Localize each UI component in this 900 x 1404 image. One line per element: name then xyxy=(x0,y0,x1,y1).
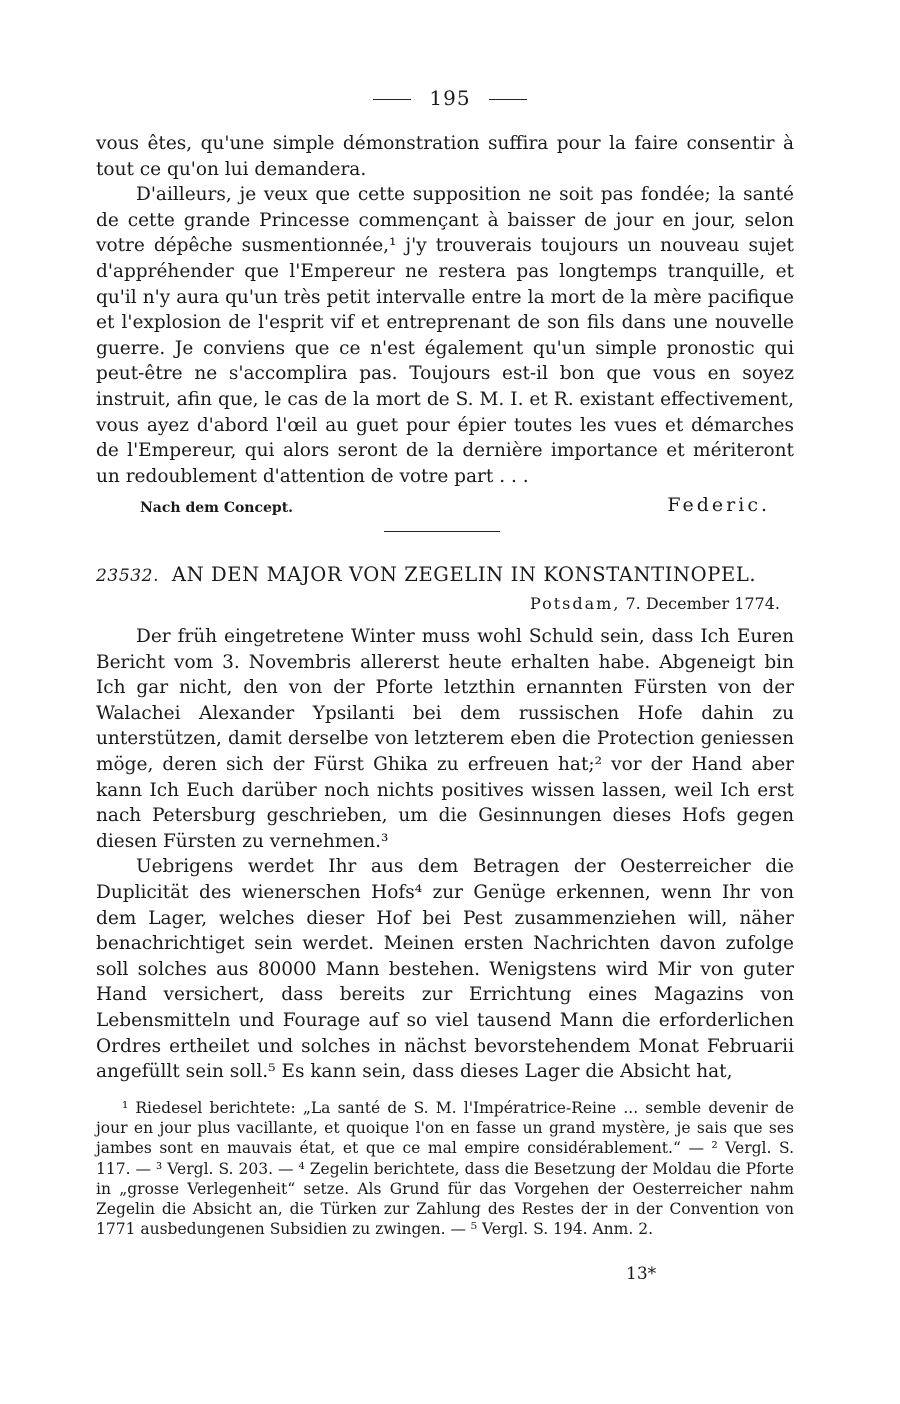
footnote-text: ¹ Riedesel berichtete: „La santé de S. M. l'Impératrice-Reine ... semble devenir de jour en jour plus vacillante, et quoique l'on en fasse un grand mystère, je sais que ses jambes sont en mauvais état, et que ce mal empire considérablement.“ — ² Vergl. S. 117. — ³ Vergl. S. 203. — ⁴ Zegelin berichtete, dass die Besetzung der Moldau die Pforte in „grosse Verlegenheit“ setze. Als Grund für das Vorgehen der Oesterreicher nahm Zegelin die Absicht an, die Türken zur Zahlung des Restes der in der Convention von 1771 ausbedungenen Subsidien zu zwingen. — ⁵ Vergl. S. 194. Anm. 2. xyxy=(96,1099,794,1239)
signer-name: Federic. xyxy=(667,494,770,516)
letter-end-text xyxy=(96,131,794,489)
signature-mark: 13* xyxy=(626,1264,657,1284)
document-date: 7. December 1774. xyxy=(625,594,780,613)
header-dash-right xyxy=(489,99,527,100)
document-paragraph-2: Uebrigens werdet Ihr aus dem Betragen der Oesterreicher die Duplicität des wienerschen Hofs⁴ zur Genüge erkennen, wenn Ihr von dem Lager, welches dieser Hof bei Pest zusammenziehen will, näher benachrichtiget sein werdet. Meinen ersten Nachrichten davon zufolge soll solches aus 80000 Mann bestehen. Wenigstens wird Mir von guter Hand versichert, dass bereits zur Errichtung eines Magazins von Lebensmitteln und Fourage auf so viel tausend Mann die erforderlichen Ordres ertheilet und solches in nächst bevorstehendem Monat Februarii angefüllt sein soll.⁵ Es kann sein, dass dieses Lager die Absicht hat, xyxy=(96,856,794,1083)
letter-end-paragraph-2: D'ailleurs, je veux que cette supposition ne soit pas fondée; la santé de cette grande Princesse commençant à baisser de jour en jour, selon votre dépêche susmentionnée,¹ j'y trouverais toujours un nouveau sujet d'appréhender que l'Empereur ne restera pas longtemps tranquille, et qu'il n'y aura qu'un très petit intervalle entre la mort de la mère pacifique et l'explosion de l'esprit vif et entreprenant de son fils dans une nouvelle guerre. Je conviens que ce n'est également qu'un simple pronostic qui peut-être ne s'accomplira pas. Toujours est-il bon que vous en soyez instruit, afin que, le cas de la mort de S. M. I. et R. existant effectivement, vous ayez d'abord l'œil au guet pour épier toutes les vues et démarches de l'Empereur, qui alors seront de la dernière importance et mériteront un redoublement d'attention de votre part . . . xyxy=(96,184,794,487)
header-dash-left xyxy=(373,99,411,100)
letter-end-paragraph-1: vous êtes, qu'une simple démonstration suffira pour la faire consentir à tout ce qu'on lui demandera. xyxy=(96,133,794,180)
document-heading xyxy=(96,563,794,586)
source-note: Nach dem Concept. xyxy=(140,500,294,516)
document-title: AN DEN MAJOR VON ZEGELIN IN KONSTANTINOPEL. xyxy=(171,563,757,586)
section-divider xyxy=(384,531,500,532)
document-paragraph-1: Der früh eingetretene Winter muss wohl Schuld sein, dass Ich Euren Bericht vom 3. Novembris allererst heute erhalten habe. Abgeneigt bin Ich gar nicht, den von der Pforte letzthin ernannten Fürsten von der Walachei Alexander Ypsilanti bei dem russischen Hofe dahin zu unterstützen, damit derselbe von letzterem eben die Protection geniessen möge, deren sich der Fürst Ghika zu erfreuen hat;² vor der Hand aber kann Ich Euch darüber noch nichts positives wissen lassen, weil Ich erst nach Petersburg geschrieben, um die Gesinnungen dieses Hofs gegen diesen Fürsten zu vernehmen.³ xyxy=(96,626,794,852)
document-number: 23532. xyxy=(96,566,160,586)
page-number: 195 xyxy=(429,86,471,110)
document-text xyxy=(96,624,794,1085)
footnotes xyxy=(96,1098,794,1239)
page-header xyxy=(0,86,900,110)
document-place: Potsdam, xyxy=(529,594,621,613)
document-place-date xyxy=(530,594,780,613)
